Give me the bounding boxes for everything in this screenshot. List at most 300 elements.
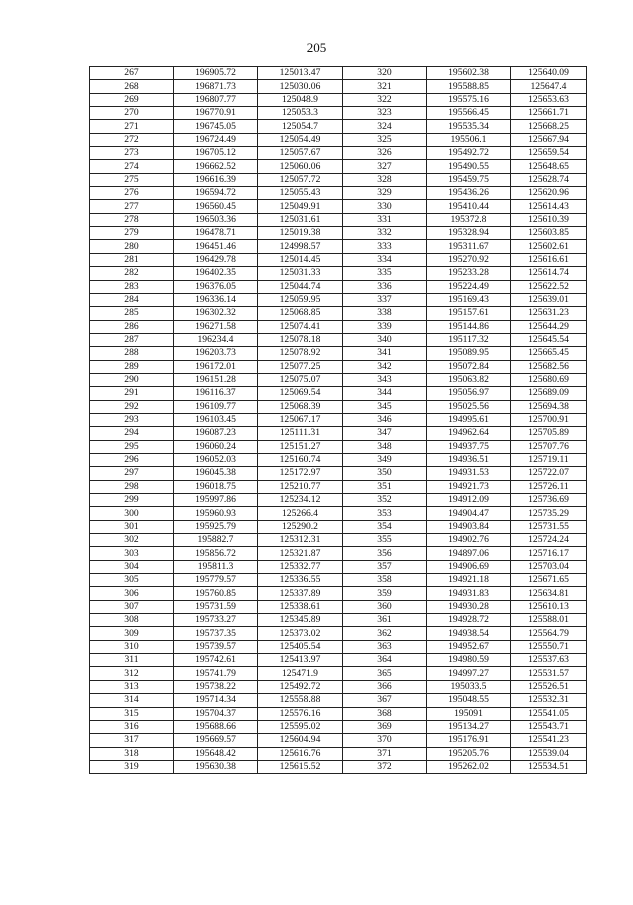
cell-x-coordinate-right: 195157.61 — [427, 307, 511, 320]
cell-point-number-right: 327 — [343, 160, 427, 173]
cell-point-number-right: 361 — [343, 614, 427, 627]
cell-y-coordinate-left: 125060.06 — [258, 160, 343, 173]
cell-y-coordinate-right: 125603.85 — [511, 227, 587, 240]
cell-x-coordinate-left: 195741.79 — [174, 667, 258, 680]
cell-point-number-left: 313 — [90, 680, 174, 693]
cell-point-number-right: 351 — [343, 480, 427, 493]
cell-x-coordinate-right: 194931.53 — [427, 467, 511, 480]
cell-x-coordinate-right: 195566.45 — [427, 107, 511, 120]
cell-y-coordinate-right: 125539.04 — [511, 747, 587, 760]
cell-x-coordinate-right: 195091 — [427, 707, 511, 720]
cell-point-number-left: 318 — [90, 747, 174, 760]
cell-x-coordinate-right: 195056.97 — [427, 387, 511, 400]
cell-y-coordinate-left: 125014.45 — [258, 253, 343, 266]
cell-point-number-left: 298 — [90, 480, 174, 493]
cell-x-coordinate-left: 196203.73 — [174, 347, 258, 360]
cell-y-coordinate-right: 125543.71 — [511, 720, 587, 733]
cell-x-coordinate-right: 195117.32 — [427, 333, 511, 346]
cell-y-coordinate-left: 125290.2 — [258, 520, 343, 533]
cell-x-coordinate-right: 194921.18 — [427, 574, 511, 587]
table-row — [90, 227, 587, 240]
cell-point-number-right: 356 — [343, 547, 427, 560]
cell-x-coordinate-left: 196503.36 — [174, 213, 258, 226]
cell-x-coordinate-left: 195882.7 — [174, 534, 258, 547]
table-row — [90, 587, 587, 600]
cell-point-number-right: 331 — [343, 213, 427, 226]
cell-x-coordinate-left: 195737.35 — [174, 627, 258, 640]
table-row — [90, 640, 587, 653]
cell-y-coordinate-right: 125532.31 — [511, 694, 587, 707]
cell-point-number-right: 367 — [343, 694, 427, 707]
cell-y-coordinate-right: 125610.13 — [511, 600, 587, 613]
cell-x-coordinate-left: 196271.58 — [174, 320, 258, 333]
cell-x-coordinate-right: 194995.61 — [427, 413, 511, 426]
cell-y-coordinate-left: 125049.91 — [258, 200, 343, 213]
cell-x-coordinate-right: 194931.83 — [427, 587, 511, 600]
cell-x-coordinate-left: 196705.12 — [174, 147, 258, 160]
cell-x-coordinate-left: 196402.35 — [174, 267, 258, 280]
cell-y-coordinate-left: 125067.17 — [258, 413, 343, 426]
table-row — [90, 320, 587, 333]
cell-x-coordinate-left: 195856.72 — [174, 547, 258, 560]
cell-y-coordinate-left: 125492.72 — [258, 680, 343, 693]
cell-y-coordinate-right: 125614.74 — [511, 267, 587, 280]
cell-y-coordinate-left: 125053.3 — [258, 107, 343, 120]
cell-point-number-right: 337 — [343, 293, 427, 306]
cell-x-coordinate-right: 195506.1 — [427, 133, 511, 146]
cell-y-coordinate-right: 125647.4 — [511, 80, 587, 93]
cell-x-coordinate-right: 195372.8 — [427, 213, 511, 226]
cell-point-number-left: 275 — [90, 173, 174, 186]
cell-point-number-right: 354 — [343, 520, 427, 533]
cell-x-coordinate-left: 196172.01 — [174, 360, 258, 373]
cell-x-coordinate-right: 195224.49 — [427, 280, 511, 293]
table-row — [90, 614, 587, 627]
coordinates-table-body — [90, 67, 587, 774]
cell-point-number-left: 311 — [90, 654, 174, 667]
cell-y-coordinate-right: 125616.61 — [511, 253, 587, 266]
cell-point-number-right: 349 — [343, 453, 427, 466]
cell-x-coordinate-right: 194906.69 — [427, 560, 511, 573]
cell-y-coordinate-left: 125054.49 — [258, 133, 343, 146]
cell-y-coordinate-left: 125054.7 — [258, 120, 343, 133]
table-row — [90, 400, 587, 413]
table-row — [90, 187, 587, 200]
cell-x-coordinate-left: 196871.73 — [174, 80, 258, 93]
cell-x-coordinate-right: 194921.73 — [427, 480, 511, 493]
cell-point-number-left: 291 — [90, 387, 174, 400]
cell-y-coordinate-left: 125068.39 — [258, 400, 343, 413]
cell-x-coordinate-right: 194928.72 — [427, 614, 511, 627]
cell-point-number-right: 339 — [343, 320, 427, 333]
cell-point-number-left: 269 — [90, 93, 174, 106]
cell-y-coordinate-right: 125614.43 — [511, 200, 587, 213]
cell-y-coordinate-right: 125622.52 — [511, 280, 587, 293]
cell-y-coordinate-left: 125595.02 — [258, 720, 343, 733]
cell-x-coordinate-left: 196807.77 — [174, 93, 258, 106]
cell-y-coordinate-right: 125731.55 — [511, 520, 587, 533]
cell-point-number-right: 352 — [343, 494, 427, 507]
cell-y-coordinate-right: 125694.38 — [511, 400, 587, 413]
table-row — [90, 480, 587, 493]
cell-y-coordinate-right: 125644.29 — [511, 320, 587, 333]
cell-point-number-left: 296 — [90, 453, 174, 466]
cell-x-coordinate-left: 196336.14 — [174, 293, 258, 306]
cell-x-coordinate-left: 195925.79 — [174, 520, 258, 533]
cell-y-coordinate-left: 125604.94 — [258, 734, 343, 747]
cell-y-coordinate-right: 125703.04 — [511, 560, 587, 573]
cell-y-coordinate-right: 125531.57 — [511, 667, 587, 680]
table-row — [90, 360, 587, 373]
cell-point-number-left: 274 — [90, 160, 174, 173]
cell-point-number-right: 365 — [343, 667, 427, 680]
cell-x-coordinate-right: 195089.95 — [427, 347, 511, 360]
table-row — [90, 160, 587, 173]
cell-x-coordinate-right: 195144.86 — [427, 320, 511, 333]
cell-x-coordinate-left: 196116.37 — [174, 387, 258, 400]
cell-point-number-right: 341 — [343, 347, 427, 360]
cell-y-coordinate-right: 125661.71 — [511, 107, 587, 120]
cell-x-coordinate-left: 196376.05 — [174, 280, 258, 293]
cell-point-number-left: 302 — [90, 534, 174, 547]
cell-point-number-right: 320 — [343, 67, 427, 80]
cell-y-coordinate-left: 125312.31 — [258, 534, 343, 547]
cell-point-number-right: 335 — [343, 267, 427, 280]
cell-y-coordinate-left: 125068.85 — [258, 307, 343, 320]
cell-y-coordinate-right: 125610.39 — [511, 213, 587, 226]
table-row — [90, 147, 587, 160]
cell-x-coordinate-left: 196060.24 — [174, 440, 258, 453]
cell-x-coordinate-left: 196045.38 — [174, 467, 258, 480]
cell-point-number-left: 277 — [90, 200, 174, 213]
cell-point-number-right: 350 — [343, 467, 427, 480]
cell-point-number-right: 334 — [343, 253, 427, 266]
table-row — [90, 560, 587, 573]
cell-point-number-right: 355 — [343, 534, 427, 547]
table-row — [90, 600, 587, 613]
cell-y-coordinate-right: 125667.94 — [511, 133, 587, 146]
cell-x-coordinate-left: 195779.57 — [174, 574, 258, 587]
cell-x-coordinate-left: 195669.57 — [174, 734, 258, 747]
cell-x-coordinate-left: 196103.45 — [174, 413, 258, 426]
cell-x-coordinate-right: 195233.28 — [427, 267, 511, 280]
cell-y-coordinate-left: 125057.72 — [258, 173, 343, 186]
cell-y-coordinate-right: 125659.54 — [511, 147, 587, 160]
table-row — [90, 574, 587, 587]
cell-point-number-left: 273 — [90, 147, 174, 160]
cell-point-number-left: 297 — [90, 467, 174, 480]
cell-point-number-left: 317 — [90, 734, 174, 747]
cell-point-number-right: 322 — [343, 93, 427, 106]
cell-x-coordinate-left: 196451.46 — [174, 240, 258, 253]
cell-point-number-left: 312 — [90, 667, 174, 680]
table-row — [90, 133, 587, 146]
cell-y-coordinate-right: 125705.89 — [511, 427, 587, 440]
cell-y-coordinate-right: 125724.24 — [511, 534, 587, 547]
table-row — [90, 520, 587, 533]
cell-x-coordinate-left: 196087.23 — [174, 427, 258, 440]
cell-y-coordinate-left: 125048.9 — [258, 93, 343, 106]
cell-point-number-left: 281 — [90, 253, 174, 266]
cell-y-coordinate-right: 125645.54 — [511, 333, 587, 346]
cell-x-coordinate-left: 196594.72 — [174, 187, 258, 200]
table-row — [90, 427, 587, 440]
cell-point-number-left: 314 — [90, 694, 174, 707]
cell-x-coordinate-left: 196616.39 — [174, 173, 258, 186]
cell-y-coordinate-right: 125689.09 — [511, 387, 587, 400]
cell-x-coordinate-right: 194980.59 — [427, 654, 511, 667]
cell-point-number-left: 279 — [90, 227, 174, 240]
cell-point-number-right: 325 — [343, 133, 427, 146]
cell-x-coordinate-left: 195811.3 — [174, 560, 258, 573]
cell-point-number-right: 326 — [343, 147, 427, 160]
cell-x-coordinate-left: 195630.38 — [174, 760, 258, 773]
table-row — [90, 547, 587, 560]
cell-x-coordinate-left: 196151.28 — [174, 373, 258, 386]
cell-x-coordinate-left: 196109.77 — [174, 400, 258, 413]
cell-point-number-right: 364 — [343, 654, 427, 667]
page-number: 205 — [306, 40, 327, 55]
cell-y-coordinate-right: 125682.56 — [511, 360, 587, 373]
cell-x-coordinate-right: 195311.67 — [427, 240, 511, 253]
cell-x-coordinate-left: 196478.71 — [174, 227, 258, 240]
cell-y-coordinate-right: 125639.01 — [511, 293, 587, 306]
table-row — [90, 534, 587, 547]
cell-y-coordinate-right: 125541.05 — [511, 707, 587, 720]
cell-x-coordinate-right: 194952.67 — [427, 640, 511, 653]
table-row — [90, 627, 587, 640]
cell-point-number-left: 278 — [90, 213, 174, 226]
cell-y-coordinate-right: 125700.91 — [511, 413, 587, 426]
cell-point-number-left: 305 — [90, 574, 174, 587]
cell-x-coordinate-right: 195048.55 — [427, 694, 511, 707]
cell-point-number-left: 315 — [90, 707, 174, 720]
cell-point-number-right: 360 — [343, 600, 427, 613]
cell-point-number-right: 372 — [343, 760, 427, 773]
cell-point-number-right: 328 — [343, 173, 427, 186]
table-row — [90, 373, 587, 386]
cell-point-number-left: 309 — [90, 627, 174, 640]
cell-y-coordinate-right: 125726.11 — [511, 480, 587, 493]
cell-y-coordinate-left: 125055.43 — [258, 187, 343, 200]
cell-point-number-left: 304 — [90, 560, 174, 573]
cell-point-number-right: 332 — [343, 227, 427, 240]
cell-x-coordinate-left: 195739.57 — [174, 640, 258, 653]
table-row — [90, 307, 587, 320]
cell-point-number-right: 362 — [343, 627, 427, 640]
cell-y-coordinate-left: 125413.97 — [258, 654, 343, 667]
cell-x-coordinate-right: 194904.47 — [427, 507, 511, 520]
cell-point-number-right: 323 — [343, 107, 427, 120]
cell-x-coordinate-right: 195410.44 — [427, 200, 511, 213]
cell-point-number-right: 359 — [343, 587, 427, 600]
cell-y-coordinate-left: 125151.27 — [258, 440, 343, 453]
cell-y-coordinate-left: 125044.74 — [258, 280, 343, 293]
cell-x-coordinate-right: 195602.38 — [427, 67, 511, 80]
cell-x-coordinate-right: 194897.06 — [427, 547, 511, 560]
cell-x-coordinate-right: 195490.55 — [427, 160, 511, 173]
cell-x-coordinate-right: 195025.56 — [427, 400, 511, 413]
cell-x-coordinate-right: 194962.64 — [427, 427, 511, 440]
cell-y-coordinate-left: 125405.54 — [258, 640, 343, 653]
cell-x-coordinate-right: 195205.76 — [427, 747, 511, 760]
table-row — [90, 280, 587, 293]
cell-x-coordinate-left: 195704.37 — [174, 707, 258, 720]
cell-y-coordinate-right: 125665.45 — [511, 347, 587, 360]
table-row — [90, 253, 587, 266]
cell-x-coordinate-right: 195033.5 — [427, 680, 511, 693]
table-row — [90, 694, 587, 707]
cell-y-coordinate-left: 125210.77 — [258, 480, 343, 493]
cell-point-number-left: 276 — [90, 187, 174, 200]
cell-x-coordinate-left: 196905.72 — [174, 67, 258, 80]
cell-point-number-left: 284 — [90, 293, 174, 306]
cell-x-coordinate-right: 195535.34 — [427, 120, 511, 133]
cell-point-number-left: 288 — [90, 347, 174, 360]
cell-y-coordinate-left: 125337.89 — [258, 587, 343, 600]
table-row — [90, 347, 587, 360]
cell-x-coordinate-left: 195688.66 — [174, 720, 258, 733]
cell-point-number-right: 353 — [343, 507, 427, 520]
cell-point-number-right: 368 — [343, 707, 427, 720]
cell-y-coordinate-left: 125074.41 — [258, 320, 343, 333]
cell-x-coordinate-right: 194936.51 — [427, 453, 511, 466]
table-row — [90, 333, 587, 346]
cell-point-number-right: 358 — [343, 574, 427, 587]
cell-y-coordinate-right: 125680.69 — [511, 373, 587, 386]
cell-point-number-left: 310 — [90, 640, 174, 653]
cell-y-coordinate-left: 125576.16 — [258, 707, 343, 720]
cell-x-coordinate-right: 195262.02 — [427, 760, 511, 773]
cell-y-coordinate-left: 125338.61 — [258, 600, 343, 613]
cell-y-coordinate-left: 125160.74 — [258, 453, 343, 466]
table-row — [90, 440, 587, 453]
cell-x-coordinate-left: 195731.59 — [174, 600, 258, 613]
cell-x-coordinate-right: 195436.26 — [427, 187, 511, 200]
cell-x-coordinate-right: 195176.91 — [427, 734, 511, 747]
cell-x-coordinate-right: 194930.28 — [427, 600, 511, 613]
cell-x-coordinate-right: 194997.27 — [427, 667, 511, 680]
cell-point-number-right: 346 — [343, 413, 427, 426]
cell-point-number-left: 293 — [90, 413, 174, 426]
table-row — [90, 667, 587, 680]
cell-point-number-right: 347 — [343, 427, 427, 440]
cell-point-number-left: 280 — [90, 240, 174, 253]
table-row — [90, 173, 587, 186]
cell-point-number-left: 308 — [90, 614, 174, 627]
cell-y-coordinate-right: 125716.17 — [511, 547, 587, 560]
cell-point-number-left: 285 — [90, 307, 174, 320]
cell-x-coordinate-left: 196662.52 — [174, 160, 258, 173]
cell-y-coordinate-right: 125722.07 — [511, 467, 587, 480]
cell-x-coordinate-left: 195742.61 — [174, 654, 258, 667]
cell-point-number-left: 267 — [90, 67, 174, 80]
cell-x-coordinate-right: 194937.75 — [427, 440, 511, 453]
cell-y-coordinate-left: 125558.88 — [258, 694, 343, 707]
cell-x-coordinate-left: 195733.27 — [174, 614, 258, 627]
table-row — [90, 747, 587, 760]
cell-point-number-left: 272 — [90, 133, 174, 146]
cell-y-coordinate-left: 125077.25 — [258, 360, 343, 373]
cell-point-number-right: 345 — [343, 400, 427, 413]
cell-y-coordinate-right: 125541.23 — [511, 734, 587, 747]
cell-y-coordinate-left: 125336.55 — [258, 574, 343, 587]
table-row — [90, 654, 587, 667]
cell-y-coordinate-right: 125564.79 — [511, 627, 587, 640]
cell-y-coordinate-right: 125671.65 — [511, 574, 587, 587]
cell-point-number-left: 316 — [90, 720, 174, 733]
cell-y-coordinate-left: 125031.61 — [258, 213, 343, 226]
cell-x-coordinate-left: 196560.45 — [174, 200, 258, 213]
table-row — [90, 120, 587, 133]
cell-y-coordinate-left: 125616.76 — [258, 747, 343, 760]
table-row — [90, 107, 587, 120]
table-row — [90, 267, 587, 280]
cell-x-coordinate-right: 195459.75 — [427, 173, 511, 186]
table-row — [90, 93, 587, 106]
cell-y-coordinate-left: 125059.95 — [258, 293, 343, 306]
cell-point-number-left: 286 — [90, 320, 174, 333]
cell-point-number-right: 344 — [343, 387, 427, 400]
cell-x-coordinate-left: 196018.75 — [174, 480, 258, 493]
cell-point-number-left: 282 — [90, 267, 174, 280]
cell-y-coordinate-left: 125057.67 — [258, 147, 343, 160]
cell-x-coordinate-right: 195270.92 — [427, 253, 511, 266]
cell-y-coordinate-right: 125648.65 — [511, 160, 587, 173]
table-row — [90, 413, 587, 426]
cell-x-coordinate-left: 196745.05 — [174, 120, 258, 133]
cell-x-coordinate-right: 194903.84 — [427, 520, 511, 533]
cell-point-number-left: 289 — [90, 360, 174, 373]
cell-x-coordinate-right: 194912.09 — [427, 494, 511, 507]
cell-y-coordinate-right: 125735.29 — [511, 507, 587, 520]
cell-x-coordinate-right: 195328.94 — [427, 227, 511, 240]
cell-y-coordinate-right: 125588.01 — [511, 614, 587, 627]
cell-point-number-left: 306 — [90, 587, 174, 600]
cell-point-number-right: 329 — [343, 187, 427, 200]
coordinates-table — [89, 66, 587, 774]
cell-y-coordinate-right: 125719.11 — [511, 453, 587, 466]
table-row — [90, 200, 587, 213]
cell-x-coordinate-right: 194938.54 — [427, 627, 511, 640]
cell-point-number-right: 336 — [343, 280, 427, 293]
cell-x-coordinate-right: 195134.27 — [427, 720, 511, 733]
table-row — [90, 707, 587, 720]
cell-point-number-left: 292 — [90, 400, 174, 413]
cell-y-coordinate-left: 125111.31 — [258, 427, 343, 440]
cell-y-coordinate-right: 125534.51 — [511, 760, 587, 773]
cell-y-coordinate-left: 125069.54 — [258, 387, 343, 400]
table-row — [90, 240, 587, 253]
cell-x-coordinate-right: 194902.76 — [427, 534, 511, 547]
table-row — [90, 453, 587, 466]
cell-point-number-right: 371 — [343, 747, 427, 760]
cell-point-number-right: 348 — [343, 440, 427, 453]
table-row — [90, 213, 587, 226]
cell-y-coordinate-left: 125345.89 — [258, 614, 343, 627]
cell-y-coordinate-right: 125634.81 — [511, 587, 587, 600]
cell-y-coordinate-left: 125172.97 — [258, 467, 343, 480]
cell-y-coordinate-left: 125471.9 — [258, 667, 343, 680]
table-row — [90, 720, 587, 733]
cell-x-coordinate-left: 196052.03 — [174, 453, 258, 466]
cell-point-number-left: 295 — [90, 440, 174, 453]
cell-y-coordinate-left: 124998.57 — [258, 240, 343, 253]
cell-x-coordinate-left: 195760.85 — [174, 587, 258, 600]
table-row — [90, 494, 587, 507]
cell-x-coordinate-left: 196302.32 — [174, 307, 258, 320]
cell-point-number-left: 294 — [90, 427, 174, 440]
